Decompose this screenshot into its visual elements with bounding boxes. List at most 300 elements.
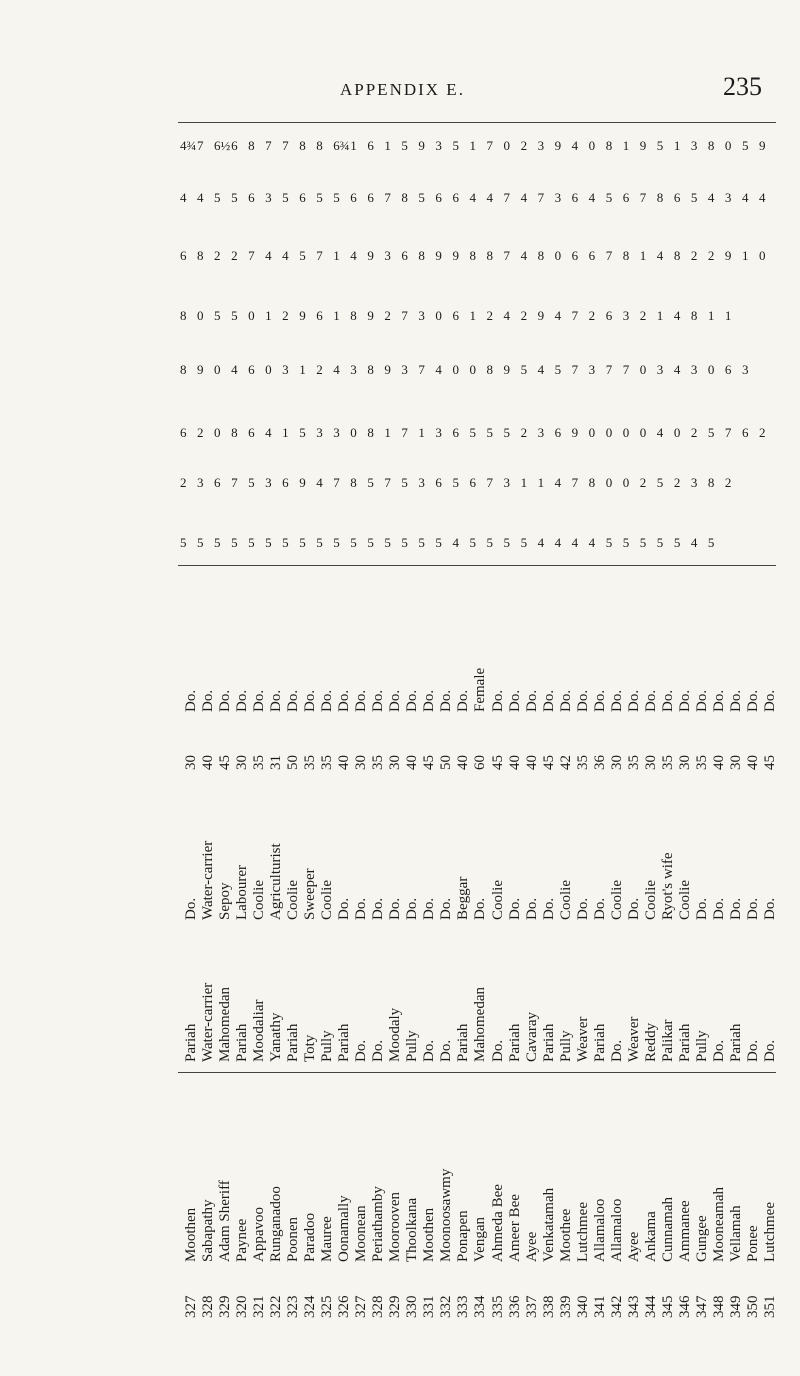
entry-name: Appavoo	[251, 1207, 268, 1262]
numeric-cell: 5	[282, 190, 289, 205]
numeric-cell: 3	[503, 475, 511, 490]
numeric-cell: 7	[571, 308, 579, 323]
numeric-cell: 7	[231, 475, 238, 490]
numeric-cell: 5	[503, 425, 511, 440]
entry-occupation: Do.	[404, 897, 421, 920]
entry-caste: Pully	[557, 1030, 574, 1062]
numeric-cell: 1	[469, 308, 476, 323]
entry-age: 30	[642, 755, 659, 770]
numeric-cell: 1	[418, 425, 425, 440]
entry-name: Lutchmee	[761, 1202, 778, 1262]
entry-age: 40	[336, 755, 353, 770]
entry-caste: Pariah	[727, 1023, 744, 1062]
entry-sex: Do.	[659, 689, 676, 712]
entry-name: Thoolkana	[404, 1197, 421, 1262]
numeric-cell: 9	[418, 138, 425, 153]
numeric-cell: 5	[401, 535, 408, 550]
numeric-row	[180, 248, 776, 268]
numeric-cell: 7	[537, 190, 545, 205]
numeric-cell: 8	[401, 190, 408, 205]
numeric-cell: 5	[316, 535, 323, 550]
entry-sex: Do.	[557, 689, 574, 712]
numeric-row	[180, 308, 776, 328]
entry-occupation: Do.	[625, 897, 642, 920]
numeric-cell: 5	[214, 190, 221, 205]
entry-sex: Do.	[319, 689, 336, 712]
entry-sex: Do.	[489, 689, 506, 712]
numeric-cell: 5	[707, 425, 715, 440]
entry-age: 35	[693, 755, 710, 770]
entry-occupation: Do.	[591, 897, 608, 920]
entry-caste: Pully	[693, 1030, 710, 1062]
entry-number: 330	[404, 1295, 421, 1318]
numeric-cell: 9	[384, 362, 391, 377]
numeric-cell: 4	[180, 190, 187, 205]
numeric-cell: 0	[605, 425, 613, 440]
numeric-cell: 8	[588, 475, 596, 490]
numeric-cell: 0	[435, 308, 442, 323]
entry-name: Mauree	[319, 1216, 336, 1262]
entry-occupation: Agriculturist	[268, 843, 285, 920]
entry-name: Moothen	[421, 1207, 438, 1262]
numeric-cell: 4	[469, 190, 476, 205]
numeric-cell: 5	[197, 535, 204, 550]
entry-occupation: Do.	[540, 897, 557, 920]
numeric-cell: 2	[316, 362, 323, 377]
entry-occupation: Do.	[353, 897, 370, 920]
numeric-cell: 5	[418, 190, 425, 205]
entry-occupation: Do.	[574, 897, 591, 920]
entry-age: 40	[523, 755, 540, 770]
entry-sex: Do.	[523, 689, 540, 712]
entry-caste: Moodaliar	[251, 999, 268, 1062]
entry-age: 35	[319, 755, 336, 770]
entry-number: 332	[438, 1295, 455, 1318]
numeric-cell: 4	[265, 425, 272, 440]
entry-occupation: Do.	[421, 897, 438, 920]
entry-number: 347	[693, 1295, 710, 1318]
numeric-cell: 5	[248, 475, 255, 490]
entry-occupation: Do.	[183, 897, 199, 920]
entry-name: Ammanee	[676, 1200, 693, 1262]
numeric-cell: 1	[384, 425, 391, 440]
entry-name: Moothen	[183, 1207, 199, 1262]
numeric-cell: 7	[401, 308, 408, 323]
entry-name: Venkatamah	[540, 1187, 557, 1262]
entry-occupation: Do.	[710, 897, 727, 920]
numeric-cell: 7	[418, 362, 425, 377]
numeric-cell: 8	[622, 248, 630, 263]
numeric-cell: 2	[197, 425, 204, 440]
numeric-cell: 6	[401, 248, 408, 263]
numeric-cell: 5	[435, 535, 442, 550]
numeric-cell: 1	[656, 308, 664, 323]
numeric-cell: 5	[690, 190, 698, 205]
numeric-cell: 5	[367, 475, 374, 490]
entry-name: Moonoosawmy	[438, 1168, 455, 1262]
numeric-cell: 9	[367, 248, 374, 263]
numeric-cell: 3	[537, 138, 545, 153]
numeric-cell: 2	[214, 248, 221, 263]
entry-age: 45	[761, 755, 778, 770]
entry-number: 342	[608, 1295, 625, 1318]
entry-number: 327	[353, 1295, 370, 1318]
header-rule	[178, 122, 776, 123]
entry-caste: Reddy	[642, 1022, 659, 1062]
numeric-cell: 4	[520, 248, 528, 263]
entry-occupation: Coolie	[642, 880, 659, 920]
numeric-cell: 5	[231, 535, 238, 550]
entry-number: 351	[761, 1295, 778, 1318]
entry-number: 344	[642, 1295, 659, 1318]
numeric-cell: 4	[197, 190, 204, 205]
numeric-cell: 7	[571, 475, 579, 490]
numeric-cell: 9	[367, 308, 374, 323]
numeric-cell: 7	[197, 138, 204, 153]
numeric-cell: 0	[622, 475, 630, 490]
entry-age: 40	[455, 755, 472, 770]
numeric-cell: 3	[588, 362, 596, 377]
numeric-cell: 4	[554, 535, 562, 550]
numeric-cell: 3	[282, 362, 289, 377]
numeric-cell: 3	[622, 308, 630, 323]
numeric-cell: 6	[452, 425, 459, 440]
entry-occupation: Do.	[727, 897, 744, 920]
numeric-row	[180, 425, 776, 445]
numeric-cell: 9	[758, 138, 766, 153]
entry-age: 35	[302, 755, 319, 770]
entry-caste: Do.	[489, 1039, 506, 1062]
numeric-cell: 3	[435, 138, 442, 153]
numeric-cell: 6	[554, 425, 562, 440]
entry-occupation: Water-carrier	[200, 840, 217, 920]
entry-number: 345	[659, 1295, 676, 1318]
numeric-cell: 1	[741, 248, 749, 263]
numeric-cell: 6	[248, 362, 255, 377]
numeric-cell: 2	[231, 248, 238, 263]
numeric-cell: 2	[758, 425, 766, 440]
numeric-cell: 6	[622, 190, 630, 205]
entry-occupation: Do.	[370, 897, 387, 920]
numeric-cell: 5	[452, 138, 459, 153]
page-title: APPENDIX E.	[340, 80, 465, 99]
numeric-cell: 6	[571, 190, 579, 205]
entry-age: 36	[591, 755, 608, 770]
numeric-cell: 7	[248, 248, 255, 263]
numeric-cell: 1	[469, 138, 476, 153]
numeric-cell: 6	[452, 308, 459, 323]
numeric-cell: 4	[537, 362, 545, 377]
entry-occupation: Do.	[693, 897, 710, 920]
entry-name: Paradoo	[302, 1212, 319, 1262]
entry-number: 348	[710, 1295, 727, 1318]
numeric-cell: 6	[180, 248, 187, 263]
numeric-cell: 6	[469, 475, 476, 490]
entry-age: 30	[387, 755, 404, 770]
entry-occupation: Sepoy	[217, 882, 234, 920]
entry-occupation: Coolie	[557, 880, 574, 920]
entry-age: 40	[710, 755, 727, 770]
entry-number: 320	[234, 1295, 251, 1318]
numeric-cell: 4	[673, 308, 681, 323]
numeric-cell: 8	[486, 248, 493, 263]
numeric-cell: 5	[452, 475, 459, 490]
numeric-cell: 5	[418, 535, 425, 550]
entry-caste: Palikar	[659, 1019, 676, 1062]
numeric-cell: 0	[588, 425, 596, 440]
numeric-cell: 5	[520, 362, 528, 377]
numeric-cell: 4	[741, 190, 749, 205]
numeric-cell: 1	[333, 248, 340, 263]
numeric-cell: 1	[673, 138, 681, 153]
numeric-cell: 8	[299, 138, 306, 153]
numeric-cell: 4	[537, 535, 545, 550]
numeric-cell: 4	[554, 475, 562, 490]
numeric-cell: 6	[316, 308, 323, 323]
numeric-cell: 0	[197, 308, 204, 323]
entry-sex: Do.	[421, 689, 438, 712]
numeric-cell: 6	[248, 425, 255, 440]
numeric-cell: 5	[265, 535, 272, 550]
numeric-cell: 0	[758, 248, 766, 263]
numeric-cell: 5	[367, 535, 374, 550]
entry-name: Moonean	[353, 1205, 370, 1262]
section-rule-lower	[178, 1072, 776, 1073]
entry-caste: Toty	[302, 1034, 319, 1062]
entry-number: 331	[421, 1295, 438, 1318]
numeric-cell: 1	[520, 475, 528, 490]
numeric-cell: 5	[316, 190, 323, 205]
entry-caste: Do.	[608, 1039, 625, 1062]
numeric-cell: 3	[265, 190, 272, 205]
entry-sex: Do.	[642, 689, 659, 712]
numeric-cell: 6¾	[333, 138, 350, 153]
numeric-cell: 2	[520, 425, 528, 440]
entry-caste: Weaver	[625, 1016, 642, 1062]
numeric-cell: 2	[690, 248, 698, 263]
numeric-cell: 4	[690, 535, 698, 550]
numeric-row	[180, 190, 776, 210]
entry-sex: Do.	[387, 689, 404, 712]
numeric-cell: 3	[554, 190, 562, 205]
numeric-cell: 6	[299, 190, 306, 205]
entry-sex: Do.	[217, 689, 234, 712]
entry-age: 42	[557, 755, 574, 770]
entry-caste: Pariah	[285, 1023, 302, 1062]
entry-number: 343	[625, 1295, 642, 1318]
numeric-cell: 3	[333, 425, 340, 440]
numeric-cell: 4	[282, 248, 289, 263]
entry-caste: Do.	[421, 1039, 438, 1062]
entry-number: 335	[489, 1295, 506, 1318]
entry-number: 329	[387, 1295, 404, 1318]
numeric-cell: 0	[265, 362, 272, 377]
numeric-cell: 7	[503, 248, 511, 263]
numeric-cell: 7	[265, 138, 272, 153]
numeric-cell: 8	[486, 362, 493, 377]
entry-name: Poonen	[285, 1217, 302, 1262]
entry-number: 341	[591, 1295, 608, 1318]
entry-age: 35	[625, 755, 642, 770]
numeric-cell: 5	[673, 535, 681, 550]
entry-sex: Do.	[676, 689, 693, 712]
numeric-cell: 5	[741, 138, 749, 153]
entry-number: 322	[268, 1295, 285, 1318]
numeric-cell: 2	[724, 475, 732, 490]
numeric-cell: 3	[265, 475, 272, 490]
page-number: 235	[723, 72, 762, 101]
numeric-cell: 1	[333, 308, 340, 323]
entry-sex: Do.	[404, 689, 421, 712]
numeric-row	[180, 475, 776, 495]
entry-occupation: Do.	[744, 897, 761, 920]
numeric-cell: 4	[758, 190, 766, 205]
numeric-cell: 7	[333, 475, 340, 490]
numeric-cell: 3	[690, 475, 698, 490]
numeric-cell: 5	[333, 535, 340, 550]
entry-number: 328	[370, 1295, 387, 1318]
numeric-cell: 0	[214, 425, 221, 440]
entry-caste: Pariah	[540, 1023, 557, 1062]
entry-caste: Do.	[761, 1039, 778, 1062]
numeric-cell: 2	[707, 248, 715, 263]
numeric-cell: 3	[418, 475, 425, 490]
numeric-cell: 6	[248, 190, 255, 205]
numeric-cell: 6	[673, 190, 681, 205]
entry-caste: Water-carrier	[200, 982, 217, 1062]
entry-sex: Do.	[608, 689, 625, 712]
numeric-cell: 1	[537, 475, 545, 490]
entry-name: Ponapen	[455, 1210, 472, 1262]
entry-name: Lutchmee	[574, 1202, 591, 1262]
numeric-cell: 2	[180, 475, 187, 490]
numeric-cell: 8	[180, 362, 187, 377]
numeric-cell: 0	[469, 362, 476, 377]
entry-name: Vellamah	[727, 1205, 744, 1262]
entry-caste: Mahomedan	[217, 987, 234, 1062]
numeric-cell: 6	[605, 308, 613, 323]
numeric-cell: 7	[384, 475, 391, 490]
entry-number: 336	[506, 1295, 523, 1318]
entry-name: Ayee	[625, 1231, 642, 1262]
numeric-cell: 2	[486, 308, 493, 323]
numeric-cell: 1	[384, 138, 391, 153]
numeric-cell: 6	[452, 190, 459, 205]
numeric-cell: 1	[299, 362, 306, 377]
entry-occupation: Coolie	[285, 880, 302, 920]
numeric-cell: 8	[316, 138, 323, 153]
entry-number: 349	[727, 1295, 744, 1318]
entry-age: 30	[234, 755, 251, 770]
numeric-cell: 5	[639, 535, 647, 550]
numeric-cell: 7	[486, 138, 493, 153]
numeric-cell: 3	[690, 138, 698, 153]
entry-occupation: Do.	[387, 897, 404, 920]
numeric-cell: 5	[299, 425, 306, 440]
numeric-cell: 1	[350, 138, 357, 153]
entry-occupation: Sweeper	[302, 868, 319, 920]
numeric-cell: 5	[605, 190, 613, 205]
entry-caste: Cavaray	[523, 1012, 540, 1062]
numeric-cell: 1	[265, 308, 272, 323]
entry-occupation: Do.	[761, 897, 778, 920]
entry-sex: Do.	[574, 689, 591, 712]
numeric-cell: 0	[452, 362, 459, 377]
numeric-cell: 6	[588, 248, 596, 263]
numeric-cell: 3	[656, 362, 664, 377]
numeric-cell: 5	[401, 475, 408, 490]
entry-age: 30	[727, 755, 744, 770]
entry-name: Allamaloo	[608, 1198, 625, 1262]
numeric-cell: 4	[350, 248, 357, 263]
entry-age: 40	[506, 755, 523, 770]
numeric-cell: 5	[384, 535, 391, 550]
numeric-cell: 4	[554, 308, 562, 323]
numeric-cell: 0	[588, 138, 596, 153]
numeric-cell: 5	[299, 248, 306, 263]
numeric-cell: 7	[486, 475, 493, 490]
section-rule	[178, 565, 776, 566]
entry-caste: Pariah	[455, 1023, 472, 1062]
numeric-cell: 8	[605, 138, 613, 153]
entry-name: Mooneamah	[710, 1187, 727, 1262]
numeric-cell: 7	[384, 190, 391, 205]
numeric-cell: 7	[503, 190, 511, 205]
numeric-row	[180, 362, 776, 382]
numeric-cell: 9	[503, 362, 511, 377]
numeric-cell: 5	[486, 535, 493, 550]
numeric-cell: 4	[316, 475, 323, 490]
entry-age: 30	[608, 755, 625, 770]
numeric-cell: 5	[605, 535, 613, 550]
numeric-cell: 5	[656, 138, 664, 153]
numeric-cell: 7	[605, 248, 613, 263]
numeric-cell: 4	[707, 190, 715, 205]
numeric-cell: 5	[520, 535, 528, 550]
entry-name: Ahmeda Bee	[489, 1184, 506, 1262]
entry-name: Ameer Bee	[506, 1194, 523, 1262]
entry-sex: Do.	[285, 689, 302, 712]
numeric-cell: 5	[486, 425, 493, 440]
numeric-cell: 5	[282, 535, 289, 550]
entry-sex: Do.	[438, 689, 455, 712]
numeric-cell: 1	[639, 248, 647, 263]
entry-number: 321	[251, 1295, 268, 1318]
numeric-cell: 6	[231, 138, 238, 153]
numeric-cell: 5	[554, 362, 562, 377]
numeric-cell: 8	[248, 138, 255, 153]
numeric-cell: 4	[588, 190, 596, 205]
entry-sex: Do.	[302, 689, 319, 712]
numeric-cell: 9	[571, 425, 579, 440]
entry-name: Ankama	[642, 1211, 659, 1262]
numeric-cell: 6	[367, 190, 374, 205]
numeric-cell: 5	[231, 190, 238, 205]
numeric-cell: 0	[724, 138, 732, 153]
entry-number: 350	[744, 1295, 761, 1318]
numeric-cell: 9	[639, 138, 647, 153]
numeric-cell: 9	[724, 248, 732, 263]
numeric-cell: 2	[588, 308, 596, 323]
entry-age: 30	[183, 755, 199, 770]
entry-name: Adam Sheriff	[217, 1180, 234, 1262]
entry-caste: Do.	[710, 1039, 727, 1062]
numeric-cell: 6	[741, 425, 749, 440]
numeric-cell: 8	[673, 248, 681, 263]
numeric-cell: 8	[350, 308, 357, 323]
entry-name: Sabapathy	[200, 1199, 217, 1262]
numeric-cell: 8	[367, 425, 374, 440]
